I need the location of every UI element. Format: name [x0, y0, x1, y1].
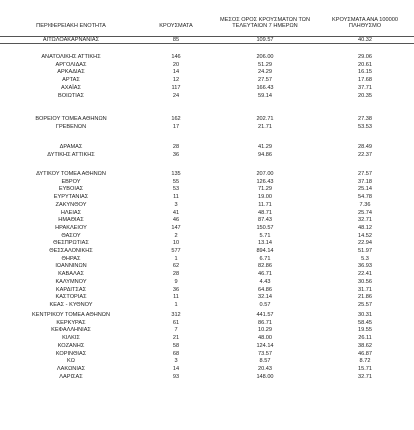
table-row: [0, 335, 414, 342]
avg7d-cell: 27.57: [258, 77, 272, 84]
cases-cell: 3: [174, 201, 178, 208]
avg7d-cell: 8.57: [259, 358, 271, 365]
avg7d-cell: 86.71: [258, 319, 272, 326]
avg7d-cell: 207.00: [256, 171, 274, 177]
table-row: [0, 179, 414, 186]
per100k-cell: 22.94: [358, 240, 372, 247]
region-cell: ΒΟΙΩΤΙΑΣ: [58, 92, 84, 99]
table-row: [0, 36, 414, 44]
cases-cell: 36: [172, 151, 180, 158]
region-cell: ΚΟΖΑΝΗΣ: [57, 342, 85, 349]
per100k-cell: 27.38: [358, 116, 372, 122]
per100k-cell: 16.15: [358, 69, 372, 76]
cases-cell: 3: [174, 358, 178, 365]
table-row: [0, 271, 414, 278]
table-row: [0, 202, 414, 209]
avg7d-cell: 109.57: [256, 37, 274, 43]
table-row: [0, 279, 414, 286]
cases-cell: 68: [172, 350, 180, 357]
per100k-cell: 14.52: [358, 232, 372, 239]
avg7d-cell: 71.29: [258, 186, 272, 193]
header-per100k: ΚΡΟΥΣΜΑΤΑ ΑΝΑ 100000 ΠΛΗΘΥΣΜΟ: [332, 17, 398, 30]
table-row: [0, 256, 414, 263]
avg7d-cell: 166.43: [256, 84, 274, 91]
cases-cell: 17: [172, 123, 180, 130]
per100k-cell: 29.06: [358, 54, 372, 60]
avg7d-cell: 10.29: [258, 327, 272, 334]
table-row: [0, 374, 414, 381]
avg7d-cell: 48.71: [258, 209, 272, 216]
region-cell: ΚΕΑΣ - ΚΥΘΝΟΥ: [49, 301, 93, 308]
avg7d-cell: 21.71: [258, 123, 272, 130]
avg7d-cell: 202.71: [256, 116, 274, 122]
table-row: [0, 351, 414, 358]
table-row: [0, 194, 414, 201]
per100k-cell: 25.14: [358, 186, 372, 193]
region-cell: ΑΡΚΑΔΙΑΣ: [57, 69, 85, 76]
table-row: [0, 358, 414, 365]
cases-cell: 14: [172, 69, 180, 76]
cases-cell: 1: [174, 255, 178, 262]
region-cell: ΖΑΚΥΝΘΟΥ: [55, 201, 87, 208]
avg7d-cell: 150.57: [256, 224, 274, 231]
per100k-cell: 31.71: [358, 286, 372, 293]
table-row: [0, 186, 414, 193]
per100k-cell: 25.74: [358, 209, 372, 216]
cases-cell: 147: [171, 224, 181, 231]
avg7d-cell: 0.57: [259, 301, 271, 308]
table-row: [0, 294, 414, 301]
per100k-cell: 17.68: [358, 77, 372, 84]
region-cell: ΚΩ: [67, 358, 75, 365]
table-row: [0, 77, 414, 84]
table-row: [0, 144, 414, 151]
table-row: [0, 217, 414, 224]
per100k-cell: 8.72: [359, 358, 371, 365]
table-row: [0, 302, 414, 309]
table-row: [0, 210, 414, 217]
per100k-cell: 58.45: [358, 319, 372, 326]
avg7d-cell: 5.71: [259, 232, 271, 239]
region-cell: ΑΧΑΪΑΣ: [61, 84, 81, 91]
cases-cell: 117: [171, 84, 181, 91]
per100k-cell: 38.62: [358, 342, 372, 349]
table-row: [0, 343, 414, 350]
table-row: [0, 54, 414, 61]
avg7d-cell: 6.71: [259, 255, 271, 262]
cases-cell: 1: [174, 301, 178, 308]
region-cell: ΕΒΡΟΥ: [61, 178, 81, 185]
avg7d-cell: 20.43: [258, 365, 272, 372]
table-row: [0, 69, 414, 76]
per100k-cell: 36.93: [358, 263, 372, 270]
avg7d-cell: 124.14: [256, 342, 274, 349]
cases-cell: 10: [172, 240, 180, 247]
table-row: [0, 312, 414, 319]
table-row: [0, 240, 414, 247]
per100k-cell: 46.87: [358, 350, 372, 357]
cases-cell: 85: [172, 37, 180, 43]
per100k-cell: 15.71: [358, 365, 372, 372]
region-cell: ΘΑΣΟΥ: [61, 232, 81, 239]
table-row: [0, 366, 414, 373]
cases-cell: 93: [172, 373, 180, 380]
region-cell: ΙΩΑΝΝΙΝΩΝ: [55, 263, 87, 270]
cases-cell: 162: [171, 116, 181, 122]
table-row: [0, 248, 414, 255]
avg7d-cell: 11.71: [258, 201, 272, 208]
avg7d-cell: 64.86: [258, 286, 272, 293]
region-cell: ΚΑΣΤΟΡΙΑΣ: [55, 294, 87, 301]
per100k-cell: 27.57: [358, 171, 372, 177]
cases-cell: 58: [172, 342, 180, 349]
header-cases: ΚΡΟΥΣΜΑΤΑ: [159, 23, 193, 29]
region-cell: ΚΕΦΑΛΛΗΝΙΑΣ: [51, 327, 91, 334]
avg7d-cell: 24.29: [258, 69, 272, 76]
region-cell: ΗΜΑΘΙΑΣ: [58, 217, 84, 224]
region-cell: ΚΟΡΙΝΘΙΑΣ: [55, 350, 87, 357]
cases-cell: 11: [173, 294, 179, 301]
avg7d-cell: 148.00: [256, 373, 274, 380]
cases-cell: 312: [171, 312, 181, 318]
region-cell: ΘΗΡΑΣ: [61, 255, 81, 262]
per100k-cell: 5.3: [361, 255, 369, 262]
cases-cell: 20: [172, 61, 180, 68]
avg7d-cell: 4.43: [259, 278, 271, 285]
cases-cell: 61: [172, 319, 180, 326]
avg7d-cell: 32.14: [258, 294, 272, 301]
header-region: ΠΕΡΙΦΕΡΕΙΑΚΗ ΕΝΟΤΗΤΑ: [36, 23, 106, 29]
per100k-cell: 48.12: [358, 224, 372, 231]
per100k-cell: 21.86: [358, 294, 372, 301]
per100k-cell: 28.49: [358, 144, 372, 150]
table-row: [0, 85, 414, 92]
region-cell: ΕΥΡΥΤΑΝΙΑΣ: [53, 194, 89, 201]
region-cell: ΘΕΣΠΡΩΤΙΑΣ: [53, 240, 89, 247]
table-row: [0, 62, 414, 69]
cases-cell: 9: [174, 278, 178, 285]
avg7d-cell: 206.00: [256, 54, 274, 60]
cases-cell: 53: [172, 186, 180, 193]
region-cell: ΚΑΡΔΙΤΣΑΣ: [55, 286, 87, 293]
avg7d-cell: 894.14: [256, 248, 274, 254]
region-cell: ΔΥΤΙΚΗΣ ΑΤΤΙΚΗΣ: [47, 151, 95, 158]
per100k-cell: 51.97: [358, 248, 372, 254]
per100k-cell: 19.55: [358, 327, 372, 334]
region-cell: ΚΑΒΑΛΑΣ: [58, 271, 84, 278]
region-cell: ΘΕΣΣΑΛΟΝΙΚΗΣ: [49, 248, 93, 254]
table-row: [0, 287, 414, 294]
region-cell: ΑΡΓΟΛΙΔΑΣ: [55, 61, 87, 68]
table-row: [0, 263, 414, 270]
per100k-cell: 20.35: [358, 92, 372, 99]
cases-cell: 24: [172, 92, 180, 99]
avg7d-cell: 48.00: [258, 335, 272, 342]
region-cell: ΓΡΕΒΕΝΩΝ: [55, 123, 87, 130]
region-cell: ΔΡΑΜΑΣ: [59, 144, 83, 150]
region-cell: ΒΟΡΕΙΟΥ ΤΟΜΕΑ ΑΘΗΝΩΝ: [35, 116, 107, 122]
cases-cell: 146: [171, 54, 181, 60]
cases-cell: 36: [172, 286, 180, 293]
region-cell: ΑΝΑΤΟΛΙΚΗΣ ΑΤΤΙΚΗΣ: [41, 54, 101, 60]
avg7d-cell: 87.43: [258, 217, 272, 224]
per100k-cell: 32.71: [358, 373, 372, 380]
per100k-cell: 32.71: [358, 217, 372, 224]
avg7d-cell: 13.14: [258, 240, 272, 247]
per100k-cell: 25.57: [358, 301, 372, 308]
per100k-cell: 37.18: [358, 178, 372, 185]
table-row: [0, 225, 414, 232]
cases-cell: 577: [171, 248, 181, 254]
per100k-cell: 7.36: [359, 201, 371, 208]
table-row: [0, 124, 414, 131]
cases-cell: 21: [172, 335, 180, 342]
per100k-cell: 22.41: [358, 271, 372, 278]
avg7d-cell: 59.14: [258, 92, 272, 99]
table-row: [0, 233, 414, 240]
cases-cell: 55: [172, 178, 180, 185]
per100k-cell: 20.61: [358, 61, 372, 68]
avg7d-cell: 51.29: [258, 61, 272, 68]
region-cell: ΔΥΤΙΚΟΥ ΤΟΜΕΑ ΑΘΗΝΩΝ: [36, 171, 106, 177]
region-cell: ΑΡΤΑΣ: [62, 77, 80, 84]
per100k-cell: 54.78: [358, 194, 372, 201]
table-row: [0, 327, 414, 334]
region-cell: ΕΥΒΟΙΑΣ: [58, 186, 84, 193]
per100k-cell: 22.37: [358, 151, 372, 158]
region-cell: ΗΡΑΚΛΕΙΟΥ: [55, 224, 87, 231]
per100k-cell: 30.56: [358, 278, 372, 285]
cases-cell: 14: [172, 365, 180, 372]
cases-cell: 46: [172, 217, 180, 224]
avg7d-cell: 82.86: [258, 263, 272, 270]
table-row: [0, 320, 414, 327]
avg7d-cell: 126.43: [256, 178, 274, 185]
cases-cell: 28: [172, 144, 180, 150]
cases-cell: 62: [172, 263, 180, 270]
cases-cell: 28: [172, 271, 180, 278]
per100k-cell: 37.71: [358, 84, 372, 91]
avg7d-cell: 94.86: [258, 151, 272, 158]
region-cell: ΚΕΡΚΥΡΑΣ: [56, 319, 86, 326]
table-row: [0, 171, 414, 178]
cases-cell: 41: [172, 209, 180, 216]
region-cell: ΗΛΕΙΑΣ: [60, 209, 82, 216]
avg7d-cell: 46.71: [258, 271, 272, 278]
table-row: [0, 116, 414, 123]
region-cell: ΑΙΤΩΛΟΑΚΑΡΝΑΝΙΑΣ: [42, 37, 100, 43]
cases-cell: 12: [172, 77, 180, 84]
cases-cell: 7: [174, 327, 178, 334]
cases-cell: 11: [173, 194, 179, 201]
region-cell: ΚΕΝΤΡΙΚΟΥ ΤΟΜΕΑ ΑΘΗΝΩΝ: [31, 312, 110, 318]
region-cell: ΚΑΛΥΜΝΟΥ: [55, 278, 87, 285]
table-row: [0, 152, 414, 159]
region-cell: ΚΙΛΚΙΣ: [62, 335, 80, 342]
header-avg7d: ΜΕΣΟΣ ΟΡΟΣ ΚΡΟΥΣΜΑΤΩΝ ΤΩΝ ΤΕΛΕΥΤΑΙΩΝ 7 ΗΜΕΡΩΝ: [220, 17, 310, 30]
cases-cell: 2: [174, 232, 178, 239]
region-cell: ΛΑΡΙΣΑΣ: [59, 373, 83, 380]
per100k-cell: 40.32: [358, 37, 372, 43]
avg7d-cell: 41.29: [258, 144, 272, 150]
per100k-cell: 53.53: [358, 123, 372, 130]
table-row: [0, 93, 414, 100]
avg7d-cell: 441.57: [256, 312, 274, 318]
cases-cell: 135: [171, 171, 181, 177]
avg7d-cell: 19.00: [258, 194, 272, 201]
region-cell: ΛΑΚΩΝΙΑΣ: [56, 365, 86, 372]
per100k-cell: 26.11: [358, 335, 372, 342]
avg7d-cell: 73.57: [258, 350, 272, 357]
per100k-cell: 30.31: [358, 312, 372, 318]
